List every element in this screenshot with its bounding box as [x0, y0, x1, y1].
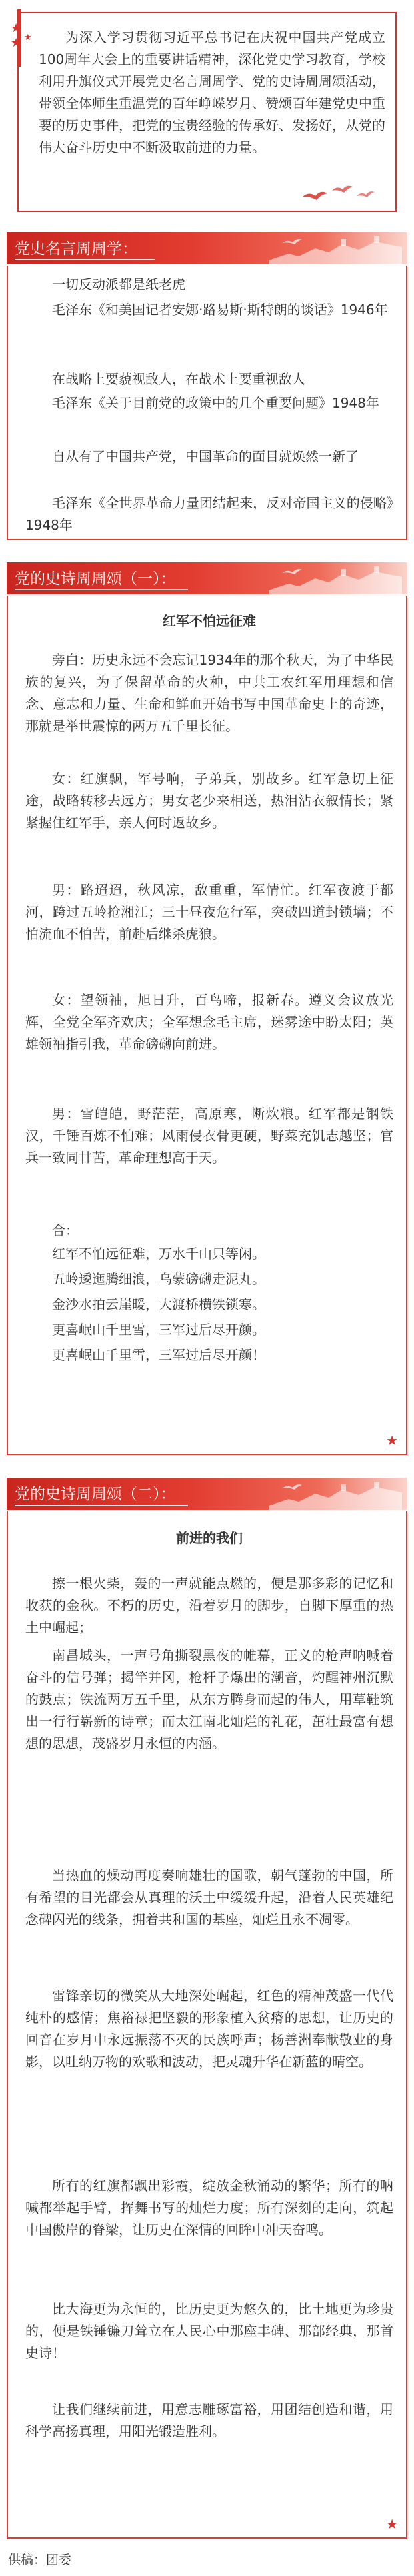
- section-body-quotes: [7, 266, 407, 540]
- poem-paragraph: 男：雪皑皑，野茫茫，高原寒，断炊粮。红军都是钢铁汉，千锤百炼不怕难；风雨侵衣骨更硬，野菜充饥志越坚；官兵一致同甘苦，革命理想高于天。: [25, 1106, 393, 1166]
- quote-text: 在战略上要藐视敌人，在战术上要重视敌人: [52, 371, 305, 387]
- intro-box: [11, 12, 397, 212]
- chorus-label: 合：: [52, 1222, 79, 1238]
- poem-paragraph: 女：望领袖，旭日升，百鸟啼，报新春。遵义会议放光辉，全党全军齐欢庆；全军想念毛主席，迷雾途中盼太阳；英雄领袖指引我，革命磅礴向前进。: [25, 992, 393, 1052]
- chorus-line: 红军不怕远征难，万水千山只等闲。: [52, 1246, 265, 1262]
- poem-paragraph: 让我们继续前进，用意志雕琢富裕，用团结创造和谐，用科学高扬真理，用阳光锻造胜利。: [25, 2401, 393, 2439]
- star-icon: ★: [386, 1432, 398, 1448]
- chorus-line: 更喜岷山千里雪，三军过后尽开颜！: [52, 1347, 265, 1363]
- poem-paragraph: 当热血的燥动再度奏响雄壮的国歌，朝气蓬勃的中国，所有希望的目光都会从真理的沃土中缓缓升起，沿着人民英雄纪念碑闪光的线条，拥着共和国的基座，灿烂且永不凋零。: [25, 1867, 393, 1927]
- star-icon: ★: [11, 21, 22, 35]
- poem-title: 红军不怕远征难: [163, 613, 256, 629]
- chorus-line: 五岭逶迤腾细浪，乌蒙磅礴走泥丸。: [52, 1271, 265, 1287]
- great-wall-icon: [269, 1479, 402, 1510]
- section-header-quotes: [0, 227, 414, 267]
- title-underline: [15, 1505, 188, 1506]
- poem-paragraph: 所有的红旗都飘出彩霞，绽放金秋涌动的繁华；所有的呐喊都举起手臂，挥舞书写的灿烂力度；所有深刻的走向，筑起中国傲岸的脊梁，让历史在深情的回眸中冲天奋鸣。: [25, 2178, 393, 2238]
- star-icon: ★: [11, 36, 22, 50]
- poem-paragraph: 雷锋亲切的微笑从大地深处崛起，红色的精神茂盛一代代纯朴的感情；焦裕禄把坚毅的形象植入贫瘠的思想，让历史的回音在岁月中永远振荡不灭的民族呼声；杨善洲奉献敬业的身影，以吐纳万物的欢歌和波动，把灵魂升华在新蓝的晴空。: [25, 1988, 393, 2070]
- chorus-line: 金沙水拍云崖暖，大渡桥横铁锁寒。: [52, 1296, 265, 1312]
- great-wall-icon: [269, 234, 402, 264]
- doves-icon: [295, 179, 382, 205]
- intro-text: 为深入学习贯彻习近平总书记在庆祝中国共产党成立100周年大会上的重要讲话精神，深化党史学习教育，学校利用升旗仪式开展党史名言周周学、党的史诗周周颂活动，带领全体师生重温党的百年峥嵘岁月、赞颂百年建党史中重要的历史事件，把党的宝贵经验的传承好、发扬好，从党的伟大奋斗历史中不断汲取前进的力量。: [39, 29, 385, 155]
- great-wall-icon: [269, 564, 402, 594]
- section-header-poem-1: [0, 557, 414, 597]
- poem-paragraph: 擦一根火柴，轰的一声就能点燃的，便是那多彩的记忆和收获的金秋。不朽的历史，沿着岁月的脚步，自脚下厚重的热土中崛起；: [25, 1575, 393, 1635]
- chorus-line: 更喜岷山千里雪，三军过后尽开颜。: [52, 1322, 265, 1338]
- poem-title: 前进的我们: [176, 1530, 243, 1546]
- poem-paragraph: 女：红旗飘，军号响，子弟兵，别故乡。红军急切上征途，战略转移去远方；男女老少来相送，热泪沾衣叙情长；紧紧握住红军手，亲人何时返故乡。: [25, 771, 393, 831]
- section-title: 党史名言周周学：: [15, 240, 137, 258]
- quote-source: 毛泽东《关于目前党的政策中的几个重要问题》1948年: [52, 395, 379, 411]
- poem-paragraph: 比大海更为永恒的，比历史更为悠久的，比土地更为珍贵的，便是铁锤镰刀耸立在人民心中那座丰碑、那部经典，那首史诗！: [25, 2301, 393, 2361]
- quote-source: 毛泽东《和美国记者安娜·路易斯·斯特朗的谈话》1946年: [52, 302, 388, 318]
- title-underline: [15, 589, 188, 590]
- star-icon: ★: [386, 2516, 398, 2532]
- poem-paragraph: 旁白：历史永远不会忘记1934年的那个秋天，为了中华民族的复兴，为了保留革命的火种，中共工农红军用理想和信念、意志和力量、生命和鲜血开始书写中国革命史上的奇迹，那就是举世震惊的两万五千里长征。: [25, 652, 393, 734]
- section-body-poem-1: [7, 596, 407, 1455]
- section-body-poem-2: [7, 1511, 407, 2539]
- star-icon: ★: [24, 33, 32, 43]
- poem-paragraph: 男：路迢迢，秋风凉，敌重重，军情忙。红军夜渡于都河，跨过五岭抢湘江；三十昼夜危行军，突破四道封锁墙；不怕流血不怕苦，前赴后继杀虎狼。: [25, 882, 393, 942]
- section-header-poem-2: [0, 1472, 414, 1513]
- poem-paragraph: 南昌城头，一声号角撕裂黑夜的帷幕，正义的枪声呐喊着奋斗的信号弹；揭竿并冈，枪杆子爆出的潮音，灼醒神州沉默的鼓点；铁流两万五千里，从东方腾身而起的伟人，用草鞋筑出一行行崭新的诗章；而太江南北灿烂的礼花，茁壮最富有想想的思想，茂盛岁月永恒的内涵。: [25, 1647, 393, 1751]
- quote-text: 一切反动派都是纸老虎: [52, 276, 185, 292]
- title-underline: [15, 259, 155, 260]
- section-title: 党的史诗周周颂（一）：: [15, 570, 176, 588]
- source-credit: 供稿：团委: [8, 2553, 72, 2567]
- quote-text: 自从有了中国共产党，中国革命的面目就焕然一新了: [52, 448, 359, 464]
- quote-source: 毛泽东《全世界革命力量团结起来，反对帝国主义的侵略》1948年: [25, 495, 393, 533]
- section-title: 党的史诗周周颂（二）：: [15, 1486, 176, 1503]
